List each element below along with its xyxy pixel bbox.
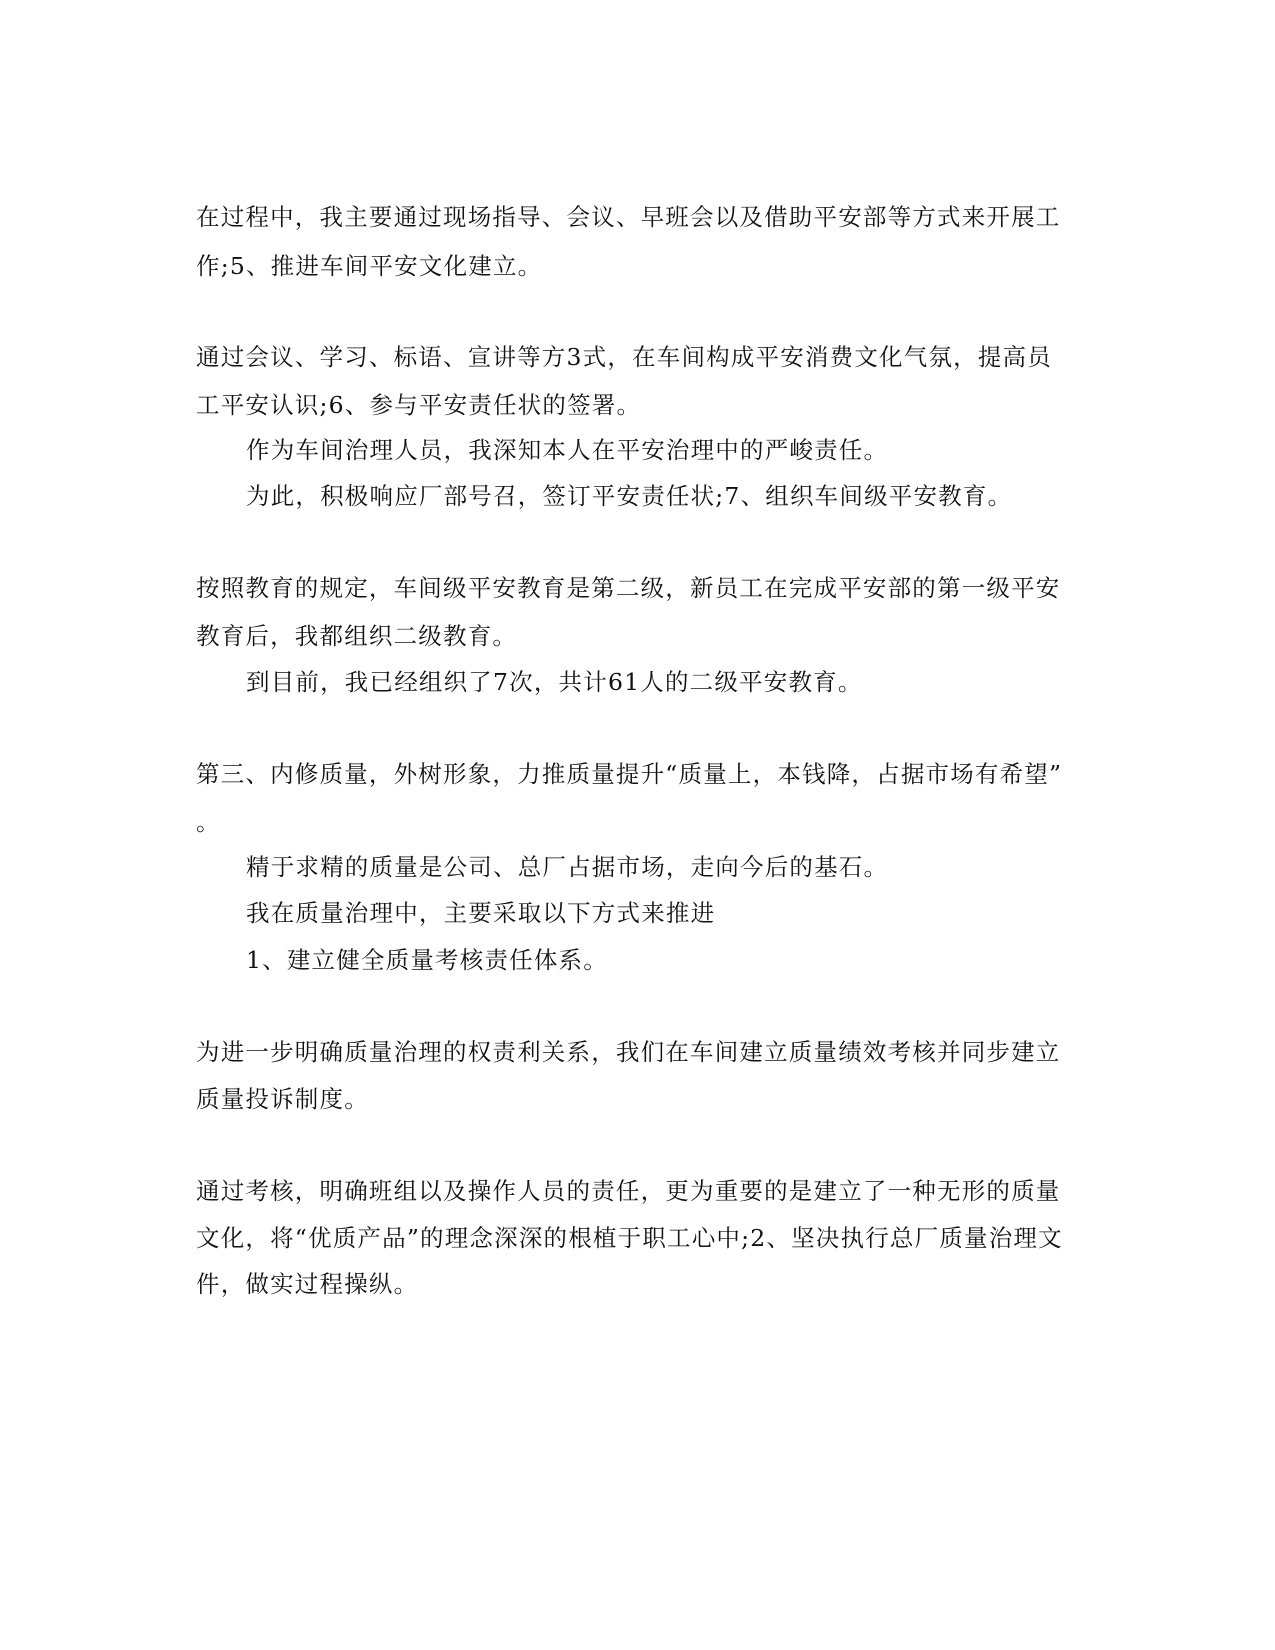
text-line: 工平安认识;6、参与平安责任状的签署。	[196, 391, 642, 419]
text-line: 教育后，我都组织二级教育。	[196, 622, 518, 650]
text-line: 我在质量治理中，主要采取以下方式来推进	[246, 899, 716, 927]
text-line: 通过会议、学习、标语、宣讲等方3式，在车间构成平安消费文化气氛，提高员	[196, 343, 1052, 371]
text-line: 作为车间治理人员，我深知本人在平安治理中的严峻责任。	[246, 436, 889, 464]
text-line: 按照教育的规定，车间级平安教育是第二级，新员工在完成平安部的第一级平安	[196, 574, 1061, 602]
text-line: 文化，将“优质产品”的理念深深的根植于职工心中;2、坚决执行总厂质量治理文	[196, 1224, 1063, 1252]
text-line: 。	[196, 808, 221, 836]
text-line: 件，做实过程操纵。	[196, 1270, 419, 1298]
text-line: 作;5、推进车间平安文化建立。	[196, 252, 543, 280]
text-line: 为此，积极响应厂部号召，签订平安责任状;7、组织车间级平安教育。	[246, 482, 1013, 510]
text-line: 第三、内修质量，外树形象，力推质量提升“质量上，本钱降，占据市场有希望”	[196, 760, 1063, 788]
text-line: 通过考核，明确班组以及操作人员的责任，更为重要的是建立了一种无形的质量	[196, 1177, 1061, 1205]
text-line: 为进一步明确质量治理的权责利关系，我们在车间建立质量绩效考核并同步建立	[196, 1038, 1061, 1066]
text-line: 到目前，我已经组织了7次，共计61人的二级平安教育。	[246, 668, 863, 696]
text-line: 在过程中，我主要通过现场指导、会议、早班会以及借助平安部等方式来开展工	[196, 203, 1061, 231]
text-line: 精于求精的质量是公司、总厂占据市场，走向今后的基石。	[246, 853, 889, 881]
text-line: 质量投诉制度。	[196, 1085, 369, 1113]
text-line: 1、建立健全质量考核责任体系。	[246, 946, 608, 974]
